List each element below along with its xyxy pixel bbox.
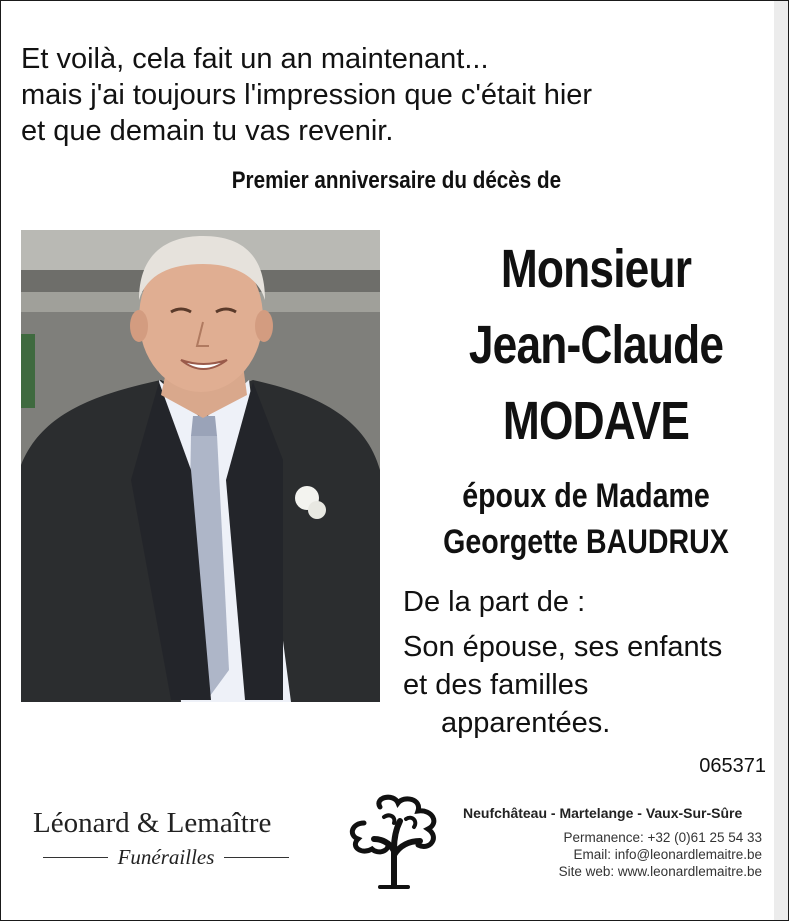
funeral-home-towns: Neufchâteau - Martelange - Vaux-Sur-Sûre: [463, 805, 743, 821]
funeral-home-name: Léonard & Lemaître: [33, 807, 272, 839]
tie-knot: [191, 416, 217, 436]
boutonniere-petal: [308, 501, 326, 519]
family-list: [403, 628, 722, 742]
funeral-home-subtitle: Funérailles: [117, 845, 215, 869]
spouse-info: [406, 473, 766, 565]
left-rule: [43, 857, 108, 858]
poem-line-3: et que demain tu vas revenir.: [21, 115, 394, 147]
deceased-last-name: MODAVE: [502, 391, 690, 451]
spouse-line-1: époux de Madame: [462, 477, 710, 515]
permanence-phone: Permanence: +32 (0)61 25 54 33: [563, 830, 762, 845]
portrait-illustration: [21, 230, 380, 702]
deceased-title: Monsieur: [500, 239, 692, 299]
spouse-line-2: Georgette BAUDRUX: [443, 523, 729, 561]
poem-line-1: Et voilà, cela fait un an maintenant...: [21, 43, 489, 75]
right-ear: [255, 310, 273, 342]
tree-icon: [344, 793, 450, 889]
poem: [21, 41, 721, 149]
funeral-home-contact: [559, 829, 762, 880]
contact-email: Email: info@leonardlemaitre.be: [573, 847, 762, 862]
family-line-3: apparentées.: [441, 707, 611, 739]
deceased-first-name: Jean-Claude: [468, 315, 724, 375]
photo-side-object: [21, 334, 35, 408]
right-rule: [224, 857, 289, 858]
from-label: De la part de :: [403, 586, 586, 618]
family-line-2: et des familles: [403, 669, 589, 701]
left-ear: [130, 310, 148, 342]
portrait-photo: [21, 230, 380, 702]
poem-line-2: mais j'ai toujours l'impression que c'était hier: [21, 79, 593, 111]
funeral-home-subtitle-row: [43, 845, 289, 870]
deceased-name: [411, 231, 781, 459]
anniversary-heading: Premier anniversaire du décès de: [231, 167, 562, 194]
contact-website: Site web: www.leonardlemaitre.be: [558, 864, 762, 879]
margin-strip: [774, 1, 788, 920]
reference-number: 065371: [699, 755, 766, 777]
family-line-1: Son épouse, ses enfants: [403, 631, 723, 663]
